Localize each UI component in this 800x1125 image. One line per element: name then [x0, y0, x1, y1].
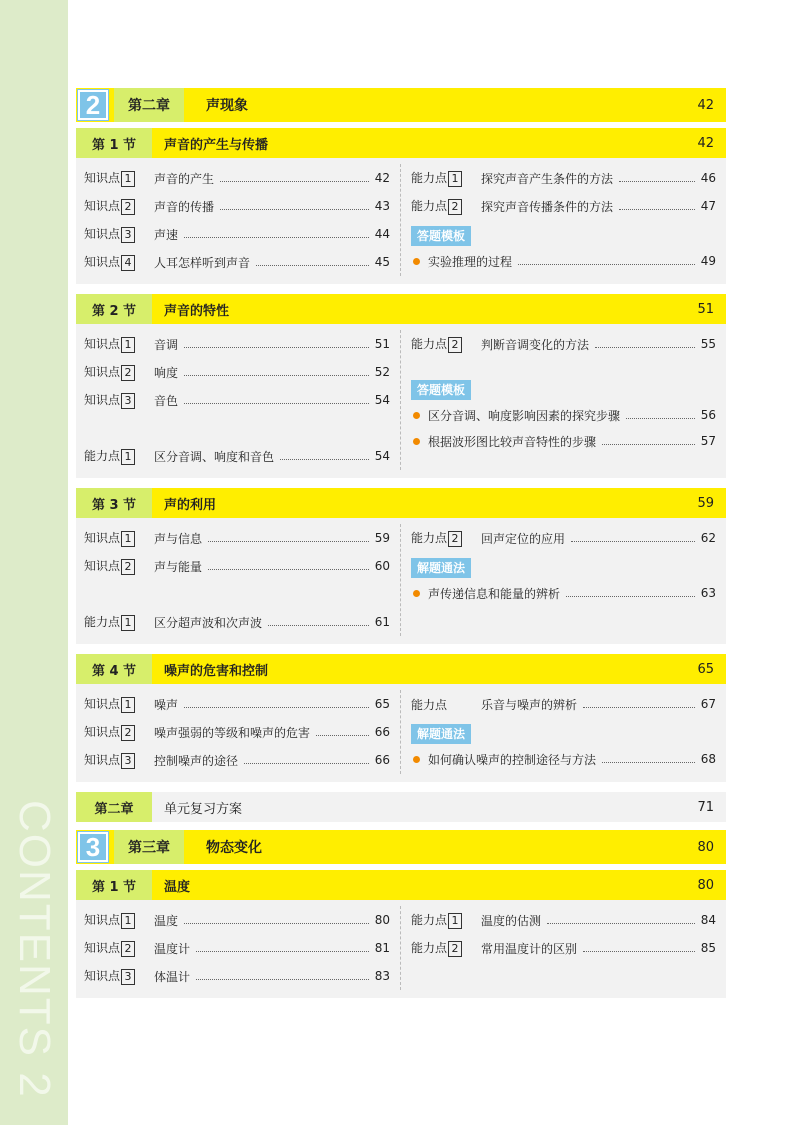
entry-tag-text: 知识点: [84, 725, 121, 739]
chapter-title: 物态变化: [206, 840, 262, 856]
entry-number: 1: [121, 913, 135, 929]
entry-label: 声速: [154, 227, 179, 242]
method-badge: 解题通法: [411, 724, 471, 744]
entry-tag-text: 知识点: [84, 337, 121, 351]
chapter-number-icon: 3: [78, 832, 108, 862]
method-label: 实验推理的过程: [428, 254, 513, 269]
entry-tag-text: 知识点: [84, 531, 121, 545]
entry-tag-text: 能力点: [84, 615, 121, 629]
entry-label: 温度计: [154, 941, 191, 956]
toc-entry[interactable]: [411, 906, 716, 934]
toc-entry[interactable]: [84, 524, 390, 552]
entry-page: 45: [374, 255, 390, 269]
section-title: 噪声的危害和控制: [164, 663, 269, 679]
section-title: 温度: [164, 879, 191, 895]
section-2-3: [76, 488, 726, 644]
entry-number: 1: [448, 171, 462, 187]
chapter-number-icon: 2: [78, 90, 108, 120]
chapter-3-bar[interactable]: [76, 830, 726, 864]
unit-review-bar[interactable]: [76, 792, 726, 822]
entry-number: 1: [448, 913, 462, 929]
entry-number: 2: [448, 941, 462, 957]
entry-number: 3: [121, 753, 135, 769]
entry-tag: [84, 447, 154, 465]
section-2-4: [76, 654, 726, 782]
entry-page: 52: [374, 365, 390, 379]
entry-number: 2: [121, 941, 135, 957]
section-2-2: [76, 294, 726, 478]
entry-tag: [84, 169, 154, 187]
section-header[interactable]: [76, 294, 726, 324]
entry-label: 乐音与噪声的辨析: [481, 697, 578, 712]
entry-tag-text: 知识点: [84, 255, 121, 269]
entry-tag-text: 知识点: [84, 941, 121, 955]
entry-tag: [84, 529, 154, 547]
entry-label: 响度: [154, 365, 179, 380]
entry-tag: [411, 911, 481, 929]
entry-tag-text: 知识点: [84, 199, 121, 213]
entry-number: 2: [448, 199, 462, 215]
section-header[interactable]: [76, 128, 726, 158]
bullet-dot-icon: [413, 258, 420, 265]
entry-tag: [84, 723, 154, 741]
entry-label: 温度: [154, 913, 179, 928]
toc-entry[interactable]: [84, 608, 390, 636]
entry-page: 54: [374, 449, 390, 463]
entry-tag-text: 知识点: [84, 559, 121, 573]
entry-page: 81: [374, 941, 390, 955]
entry-number: 1: [121, 171, 135, 187]
entry-tag-text: 知识点: [84, 913, 121, 927]
review-page: 71: [697, 799, 714, 815]
chapter-page: 42: [697, 97, 714, 113]
toc-entry[interactable]: [411, 192, 716, 220]
entry-page: 55: [700, 337, 716, 351]
method-label: 如何确认噪声的控制途径与方法: [428, 752, 597, 767]
entry-tag: [84, 911, 154, 929]
entry-number: 3: [121, 393, 135, 409]
chapter-2-bar[interactable]: [76, 88, 726, 122]
toc-entry[interactable]: [84, 248, 390, 276]
sidebar: [0, 0, 68, 1125]
toc-entry[interactable]: [411, 330, 716, 358]
chapter-page: 80: [697, 839, 714, 855]
toc-entry[interactable]: [84, 690, 390, 718]
entry-label: 声音的产生: [154, 171, 215, 186]
toc-entry[interactable]: [84, 386, 390, 414]
section-title: 声的利用: [164, 497, 217, 513]
entry-tag-text: 知识点: [84, 753, 121, 767]
entry-page: 59: [374, 531, 390, 545]
entry-tag: [411, 529, 481, 547]
entry-tag-text: 能力点: [411, 913, 448, 927]
bullet-dot-icon: [413, 590, 420, 597]
section-page: 59: [697, 495, 714, 511]
method-entry[interactable]: [411, 428, 716, 454]
entry-tag-text: 能力点: [411, 199, 448, 213]
entry-number: 2: [448, 337, 462, 353]
entry-number: 1: [121, 449, 135, 465]
entry-number: 2: [121, 199, 135, 215]
entry-label: 声与能量: [154, 559, 203, 574]
entry-tag-text: 能力点: [411, 171, 448, 185]
entry-label: 温度的估测: [481, 913, 542, 928]
method-label: 根据波形图比较声音特性的步骤: [428, 434, 597, 449]
entry-tag-text: 知识点: [84, 393, 121, 407]
section-header[interactable]: [76, 870, 726, 900]
entry-number: 2: [448, 531, 462, 547]
toc-entry[interactable]: [84, 746, 390, 774]
entry-page: 60: [374, 559, 390, 573]
entry-label: 体温计: [154, 969, 191, 984]
entry-label: 人耳怎样听到声音: [154, 255, 251, 270]
section-number: 第 2 节: [76, 294, 152, 324]
method-label: 声传递信息和能量的辨析: [428, 586, 561, 601]
entry-tag-text: 知识点: [84, 969, 121, 983]
entry-tag: [84, 751, 154, 769]
entry-page: 65: [374, 697, 390, 711]
toc-entry[interactable]: [84, 718, 390, 746]
entry-label: 判断音调变化的方法: [481, 337, 590, 352]
chapter-label: 第二章: [114, 88, 184, 122]
entry-tag: [84, 613, 154, 631]
toc-entry[interactable]: [84, 442, 390, 470]
toc-entry[interactable]: [411, 934, 716, 962]
entry-number: 3: [121, 227, 135, 243]
toc-entry[interactable]: [84, 358, 390, 386]
review-chapter-label: 第二章: [76, 792, 152, 822]
review-title: 单元复习方案: [164, 801, 243, 817]
entry-page: 84: [700, 913, 716, 927]
entry-number: 1: [121, 697, 135, 713]
toc-entry[interactable]: [84, 330, 390, 358]
method-entry[interactable]: [411, 580, 716, 606]
section-page: 51: [697, 301, 714, 317]
entry-tag: [84, 253, 154, 271]
entry-page: 80: [374, 913, 390, 927]
chapter-title: 声现象: [206, 98, 248, 114]
entry-page: 51: [374, 337, 390, 351]
entry-label: 噪声强弱的等级和噪声的危害: [154, 725, 311, 740]
section-header[interactable]: [76, 488, 726, 518]
entry-label: 常用温度计的区别: [481, 941, 578, 956]
entry-tag: [84, 363, 154, 381]
method-entry[interactable]: [411, 402, 716, 428]
entry-tag-text: 能力点: [84, 449, 121, 463]
method-page: 56: [700, 408, 716, 422]
entry-tag: [84, 967, 154, 985]
entry-label: 声音的传播: [154, 199, 215, 214]
entry-page: 66: [374, 725, 390, 739]
section-number: 第 1 节: [76, 128, 152, 158]
method-page: 57: [700, 434, 716, 448]
section-page: 65: [697, 661, 714, 677]
method-page: 49: [700, 254, 716, 268]
method-entry[interactable]: [411, 248, 716, 274]
entry-tag: [411, 197, 481, 215]
entry-page: 66: [374, 753, 390, 767]
chapter-label: 第三章: [114, 830, 184, 864]
entry-tag-text: 知识点: [84, 365, 121, 379]
bullet-dot-icon: [413, 412, 420, 419]
bullet-dot-icon: [413, 438, 420, 445]
section-page: 80: [697, 877, 714, 893]
method-entry[interactable]: [411, 746, 716, 772]
entry-number: 1: [121, 615, 135, 631]
entry-label: 音色: [154, 393, 179, 408]
entry-tag: [411, 939, 481, 957]
toc-entry[interactable]: [84, 906, 390, 934]
entry-page: 47: [700, 199, 716, 213]
entry-tag: [411, 696, 481, 713]
entry-tag: [84, 391, 154, 409]
entry-tag-text: 能力点: [411, 941, 448, 955]
method-label: 区分音调、响度影响因素的探究步骤: [428, 408, 621, 423]
section-title: 声音的特性: [164, 303, 230, 319]
entry-page: 62: [700, 531, 716, 545]
entry-label: 探究声音传播条件的方法: [481, 199, 614, 214]
section-number: 第 3 节: [76, 488, 152, 518]
entry-label: 控制噪声的途径: [154, 753, 239, 768]
method-badge: 解题通法: [411, 558, 471, 578]
toc-entry[interactable]: [84, 220, 390, 248]
entry-page: 61: [374, 615, 390, 629]
entry-page: 44: [374, 227, 390, 241]
entry-number: 1: [121, 337, 135, 353]
section-header[interactable]: [76, 654, 726, 684]
section-3-1: [76, 870, 726, 998]
entry-tag: [84, 197, 154, 215]
bullet-dot-icon: [413, 756, 420, 763]
entry-label: 音调: [154, 337, 179, 352]
method-page: 68: [700, 752, 716, 766]
toc-entry[interactable]: [84, 552, 390, 580]
entry-page: 46: [700, 171, 716, 185]
entry-number: 2: [121, 559, 135, 575]
toc-entry[interactable]: [84, 934, 390, 962]
method-badge: 答题模板: [411, 380, 471, 400]
entry-number: 1: [121, 531, 135, 547]
sidebar-contents-label: CONTENTS 2: [10, 800, 59, 1099]
entry-page: 83: [374, 969, 390, 983]
entry-page: 85: [700, 941, 716, 955]
entry-tag-text: 知识点: [84, 227, 121, 241]
toc-entry[interactable]: [411, 690, 716, 718]
entry-number: 3: [121, 969, 135, 985]
entry-tag-text: 能力点: [411, 337, 448, 351]
entry-tag: [411, 335, 481, 353]
section-title: 声音的产生与传播: [164, 137, 269, 153]
entry-page: 67: [700, 697, 716, 711]
entry-tag-text: 知识点: [84, 697, 121, 711]
entry-tag-text: 能力点: [411, 531, 448, 545]
entry-label: 探究声音产生条件的方法: [481, 171, 614, 186]
entry-tag-text: 知识点: [84, 171, 121, 185]
method-badge: 答题模板: [411, 226, 471, 246]
entry-tag: [84, 225, 154, 243]
section-2-1: [76, 128, 726, 284]
toc-entry[interactable]: [84, 962, 390, 990]
entry-label: 区分超声波和次声波: [154, 615, 263, 630]
section-number: 第 4 节: [76, 654, 152, 684]
entry-label: 声与信息: [154, 531, 203, 546]
entry-page: 43: [374, 199, 390, 213]
entry-tag: [411, 169, 481, 187]
toc-entry[interactable]: [84, 192, 390, 220]
section-page: 42: [697, 135, 714, 151]
entry-number: 2: [121, 365, 135, 381]
toc-entry[interactable]: [411, 524, 716, 552]
entry-number: 4: [121, 255, 135, 271]
entry-number: 2: [121, 725, 135, 741]
toc-entry[interactable]: [411, 164, 716, 192]
entry-tag: [84, 557, 154, 575]
entry-label: 回声定位的应用: [481, 531, 566, 546]
entry-page: 54: [374, 393, 390, 407]
entry-page: 42: [374, 171, 390, 185]
entry-tag: [84, 939, 154, 957]
section-number: 第 1 节: [76, 870, 152, 900]
toc-entry[interactable]: [84, 164, 390, 192]
entry-tag-text: 能力点: [411, 697, 448, 712]
method-page: 63: [700, 586, 716, 600]
entry-tag: [84, 695, 154, 713]
toc-content: [76, 88, 726, 1008]
entry-label: 区分音调、响度和音色: [154, 449, 275, 464]
entry-label: 噪声: [154, 697, 179, 712]
entry-tag: [84, 335, 154, 353]
